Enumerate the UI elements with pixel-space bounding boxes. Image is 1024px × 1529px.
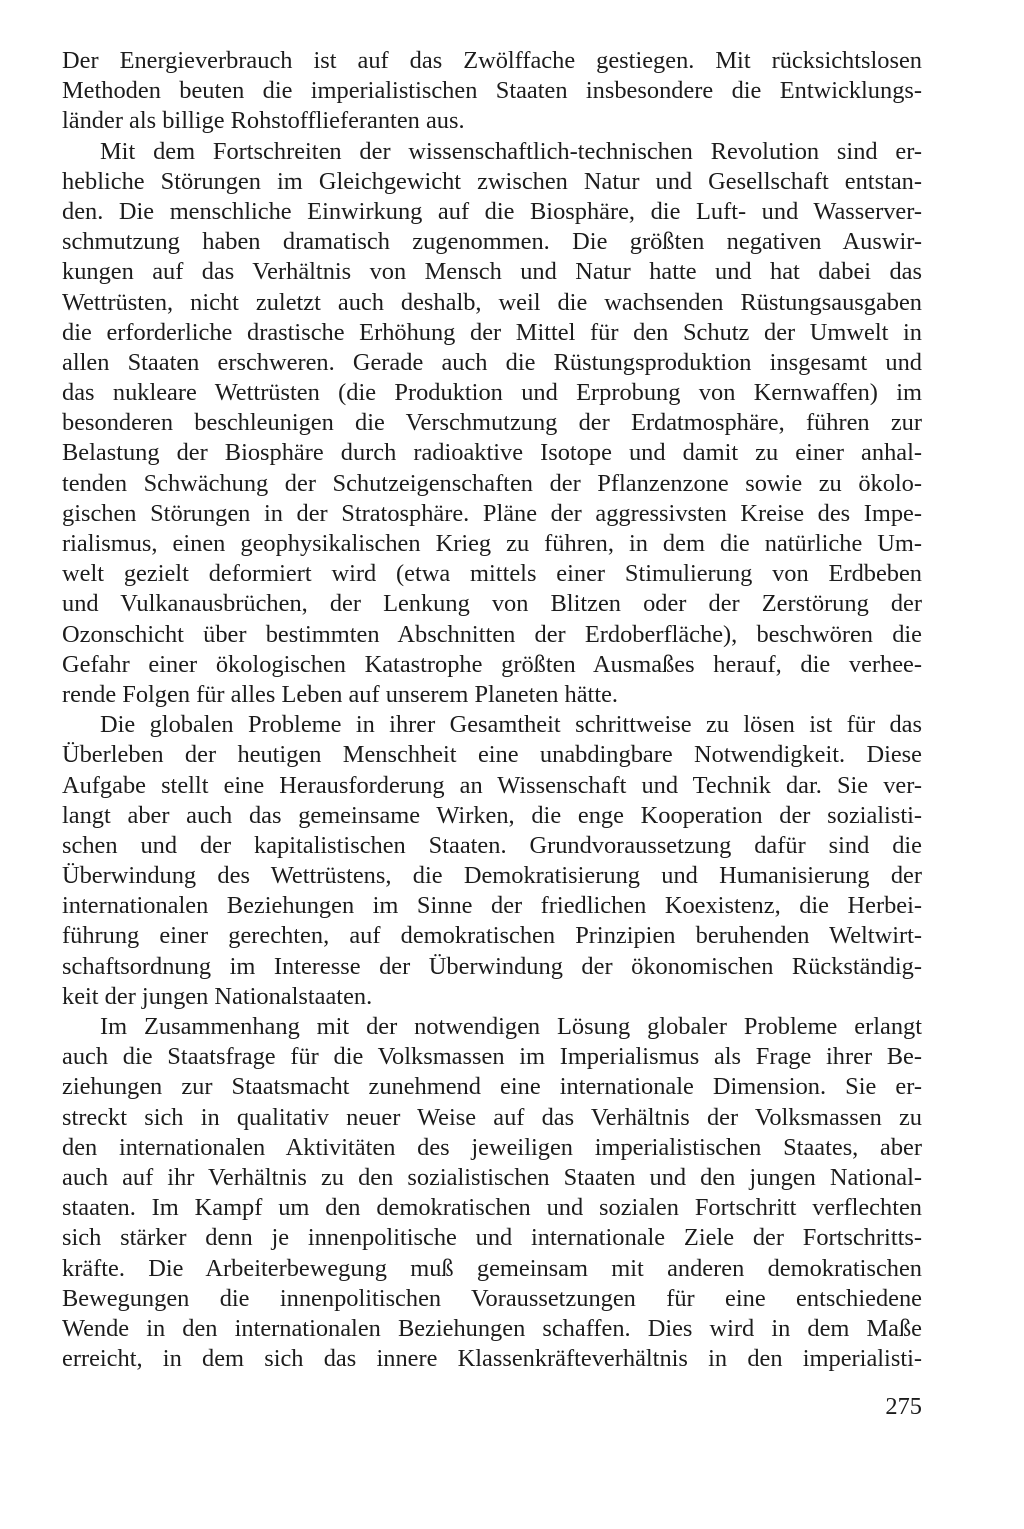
text-line: Wende in den internationalen Beziehungen schaffen. Dies wird in dem Maße bbox=[62, 1314, 922, 1342]
text-line: den. Die menschliche Einwirkung auf die Biosphäre, die Luft- und Wasserver- bbox=[62, 197, 922, 225]
paragraph bbox=[62, 1012, 922, 1374]
text-line: führung einer gerechten, auf demokratischen Prinzipien beruhenden Weltwirt- bbox=[62, 922, 922, 950]
text-line: Im Zusammenhang mit der notwendigen Lösung globaler Probleme erlangt bbox=[100, 1013, 922, 1040]
text-line: länder als billige Rohstofflieferanten aus. bbox=[62, 107, 465, 135]
text-line: Gefahr einer ökologischen Katastrophe größten Ausmaßes herauf, die verhee- bbox=[62, 650, 922, 678]
text-line: Ozonschicht über bestimmten Abschnitten der Erdoberfläche), beschwören die bbox=[62, 620, 922, 648]
text-line: Mit dem Fortschreiten der wissenschaftlich-technischen Revolution sind er- bbox=[100, 137, 922, 165]
text-line: internationalen Beziehungen im Sinne der friedlichen Koexistenz, die Herbei- bbox=[62, 892, 922, 920]
text-line: erreicht, in dem sich das innere Klassenkräfteverhältnis in den imperialisti- bbox=[62, 1345, 922, 1373]
text-line: und Vulkanausbrüchen, der Lenkung von Blitzen oder der Zerstörung der bbox=[62, 590, 922, 618]
text-line: rende Folgen für alles Leben auf unserem Planeten hätte. bbox=[62, 680, 619, 708]
text-line: den internationalen Aktivitäten des jeweiligen imperialistischen Staates, aber bbox=[62, 1133, 922, 1161]
text-line: Bewegungen die innenpolitischen Voraussetzungen für eine entschiedene bbox=[62, 1284, 922, 1312]
text-line: auch auf ihr Verhältnis zu den sozialistischen Staaten und den jungen National- bbox=[62, 1163, 922, 1191]
text-line: Methoden beuten die imperialistischen Staaten insbesondere die Entwicklungs- bbox=[62, 77, 922, 105]
page-number: 275 bbox=[885, 1393, 922, 1420]
text-line: kungen auf das Verhältnis von Mensch und Natur hatte und hat dabei das bbox=[62, 258, 922, 286]
text-line: rialismus, einen geophysikalischen Krieg zu führen, in dem die natürliche Um- bbox=[62, 530, 922, 557]
text-line: auch die Staatsfrage für die Volksmassen im Imperialismus als Frage ihrer Be- bbox=[62, 1043, 922, 1071]
body-text bbox=[62, 46, 922, 1374]
text-line: Aufgabe stellt eine Herausforderung an Wissenschaft und Technik dar. Sie ver- bbox=[62, 771, 922, 799]
text-line: staaten. Im Kampf um den demokratischen und sozialen Fortschritt verflechten bbox=[62, 1194, 922, 1222]
paragraph bbox=[62, 710, 922, 1012]
text-line: schen und der kapitalistischen Staaten. Grundvoraussetzung dafür sind die bbox=[62, 831, 922, 859]
text-line: langt aber auch das gemeinsame Wirken, die enge Kooperation der sozialisti- bbox=[62, 801, 922, 829]
paragraph bbox=[62, 137, 922, 711]
text-line: gischen Störungen in der Stratosphäre. Pläne der aggressivsten Kreise des Impe- bbox=[62, 499, 922, 527]
text-line: welt gezielt deformiert wird (etwa mittels einer Stimulierung von Erdbeben bbox=[62, 560, 922, 588]
text-line: Wettrüsten, nicht zuletzt auch deshalb, weil die wachsenden Rüstungsausgaben bbox=[62, 288, 922, 316]
text-line: schmutzung haben dramatisch zugenommen. Die größten negativen Auswir- bbox=[62, 228, 922, 256]
text-line: Der Energieverbrauch ist auf das Zwölffache gestiegen. Mit rücksichtslosen bbox=[62, 47, 922, 74]
text-line: sich stärker denn je innenpolitische und internationale Ziele der Fortschritts- bbox=[62, 1224, 922, 1252]
text-line: Überwindung des Wettrüstens, die Demokratisierung und Humanisierung der bbox=[62, 862, 922, 890]
text-line: kräfte. Die Arbeiterbewegung muß gemeinsam mit anderen demokratischen bbox=[62, 1254, 922, 1282]
paragraph bbox=[62, 46, 922, 137]
text-line: streckt sich in qualitativ neuer Weise auf das Verhältnis der Volksmassen zu bbox=[62, 1103, 922, 1131]
text-line: das nukleare Wettrüsten (die Produktion und Erprobung von Kernwaffen) im bbox=[62, 379, 922, 407]
text-line: besonderen beschleunigen die Verschmutzung der Erdatmosphäre, führen zur bbox=[62, 409, 922, 437]
text-line: die erforderliche drastische Erhöhung der Mittel für den Schutz der Umwelt in bbox=[62, 318, 922, 346]
text-line: keit der jungen Nationalstaaten. bbox=[62, 982, 373, 1010]
text-line: schaftsordnung im Interesse der Überwindung der ökonomischen Rückständig- bbox=[62, 952, 922, 980]
text-line: hebliche Störungen im Gleichgewicht zwischen Natur und Gesellschaft entstan- bbox=[62, 167, 922, 195]
text-line: Die globalen Probleme in ihrer Gesamtheit schrittweise zu lösen ist für das bbox=[100, 711, 922, 739]
text-line: Überleben der heutigen Menschheit eine unabdingbare Notwendigkeit. Diese bbox=[62, 741, 922, 769]
text-line: tenden Schwächung der Schutzeigenschaften der Pflanzenzone sowie zu ökolo- bbox=[62, 469, 922, 497]
text-line: Belastung der Biosphäre durch radioaktive Isotope und damit zu einer anhal- bbox=[62, 439, 922, 467]
text-line: ziehungen zur Staatsmacht zunehmend eine internationale Dimension. Sie er- bbox=[62, 1073, 922, 1101]
text-line: allen Staaten erschweren. Gerade auch die Rüstungsproduktion insgesamt und bbox=[62, 348, 922, 376]
